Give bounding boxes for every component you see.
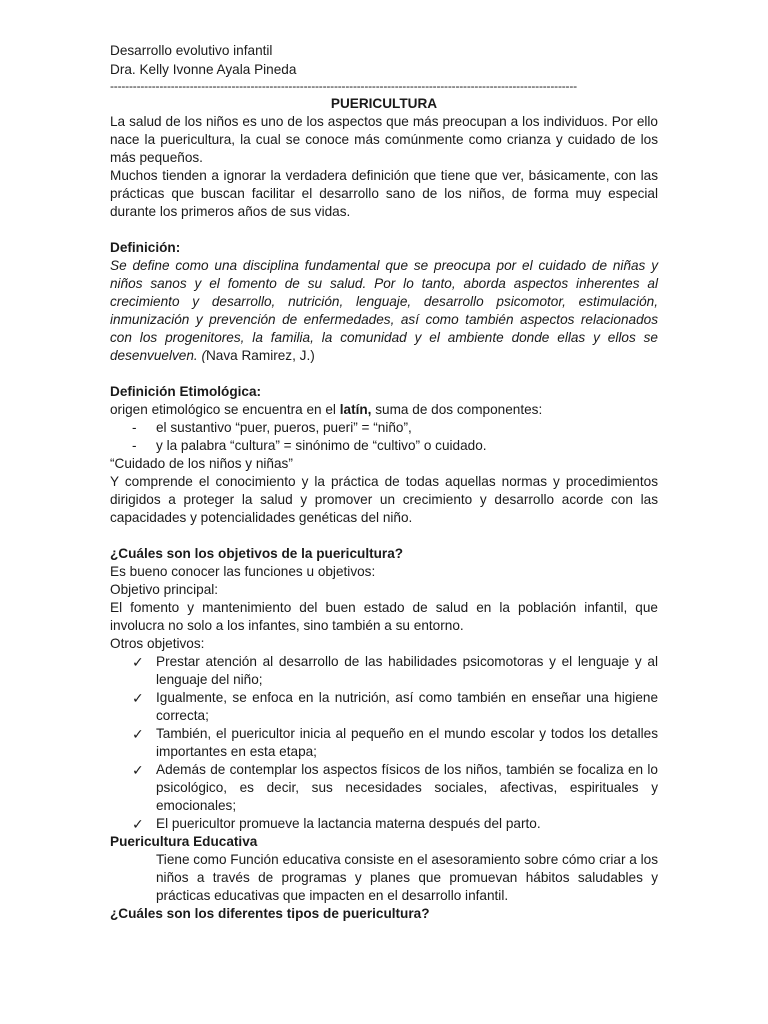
definition-heading: Definición: [110, 240, 181, 255]
list-item-text: Igualmente, se enfoca en la nutrición, así como también en enseñar una higiene correcta; [156, 690, 658, 723]
list-item-text: También, el puericultor inicia al pequeño en el mundo escolar y todos los detalles importantes en esta etapa; [156, 726, 658, 759]
objectives-heading: ¿Cuáles son los objetivos de la puericultura? [110, 546, 404, 561]
checkmark-icon: ✓ [132, 816, 144, 832]
main-objective-label: Objetivo principal: [110, 582, 219, 597]
etymology-intro-bold: latín, [339, 402, 372, 417]
spacer [110, 365, 658, 383]
objectives-list [110, 653, 658, 833]
checkmark-icon: ✓ [132, 726, 144, 742]
list-item-text: el sustantivo “puer, pueros, pueri” = “niño”, [156, 420, 412, 435]
etymology-intro-start: origen etimológico se encuentra en el [110, 402, 340, 417]
document-title: PUERICULTURA [330, 96, 438, 111]
list-item [132, 761, 658, 815]
list-item-text: Además de contemplar los aspectos físicos de los niños, también se focaliza en lo psicológico, es decir, sus necesidades sociales, afectivas, espirituales y emocionales; [156, 762, 658, 813]
etymology-quote: “Cuidado de los niños y niñas” [110, 456, 293, 471]
intro-paragraph-1: La salud de los niños es uno de los aspectos que más preocupan a los individuos. Por ello nace la puericultura, la cual se conoce más comúnmente como crianza y cuidado de los más pequeños. [110, 114, 658, 165]
list-item [132, 689, 658, 725]
intro-paragraph-2: Muchos tienden a ignorar la verdadera definición que tiene que ver, básicamente, con las prácticas que buscan facilitar el desarrollo sano de los niños, de forma muy especial durante los primeros años de sus vidas. [110, 168, 658, 219]
etymology-intro-end: suma de dos componentes: [371, 402, 543, 417]
checkmark-icon: ✓ [132, 762, 144, 778]
dash-bullet: - [132, 420, 137, 435]
checkmark-icon: ✓ [132, 654, 144, 670]
etymology-intro [110, 401, 658, 419]
course-name: Desarrollo evolutivo infantil [110, 43, 273, 58]
separator-line: --------------------------------------------------------------------------------------------------------------------------- [110, 79, 577, 93]
educational-paragraph: Tiene como Función educativa consiste en el asesoramiento sobre cómo criar a los niños a través de programas y planes que promuevan hábitos saludables y prácticas educativas que impacten en el desarrollo infantil. [156, 852, 658, 903]
spacer [110, 221, 658, 239]
definition-paragraph [110, 257, 658, 365]
definition-citation: Nava Ramirez, J.) [205, 348, 315, 363]
spacer [110, 527, 658, 545]
educational-heading: Puericultura Educativa [110, 834, 258, 849]
dash-bullet: - [132, 438, 137, 453]
other-objectives-label: Otros objetivos: [110, 636, 205, 651]
list-item [132, 437, 658, 455]
list-item-text: y la palabra “cultura” = sinónimo de “cultivo” o cuidado. [156, 438, 487, 453]
list-item [132, 725, 658, 761]
list-item [132, 419, 658, 437]
list-item [132, 653, 658, 689]
author-name: Dra. Kelly Ivonne Ayala Pineda [110, 61, 297, 77]
etymology-paragraph: Y comprende el conocimiento y la práctica de todas aquellas normas y procedimientos dirigidos a proteger la salud y promover un crecimiento y desarrollo acorde con las capacidades y potencialidades genéticas del niño. [110, 474, 658, 525]
checkmark-icon: ✓ [132, 690, 144, 706]
objectives-intro: Es bueno conocer las funciones u objetivos: [110, 564, 376, 579]
etymology-heading: Definición Etimológica: [110, 384, 262, 399]
main-objective-text: El fomento y mantenimiento del buen estado de salud en la población infantil, que involucra no solo a los infantes, sino también a su entorno. [110, 600, 658, 633]
etymology-list [110, 419, 658, 455]
list-item-text: Prestar atención al desarrollo de las habilidades psicomotoras y el lenguaje y al lenguaje del niño; [156, 654, 658, 687]
list-item [132, 815, 658, 833]
list-item-text: El puericultor promueve la lactancia materna después del parto. [156, 816, 541, 831]
definition-text: Se define como una disciplina fundamental que se preocupa por el cuidado de niñas y niños sanos y el fomento de su salud. Por lo tanto, aborda aspectos inherentes al crecimiento y desarrollo, nutrición, lenguaje, desarrollo psicomotor, estimulación, inmunización y prevención de enfermedades, así como también aspectos relacionados con los progenitores, la familia, la comunidad y el ambiente donde ellas y ellos se desenvuelven. ( [110, 258, 658, 363]
types-heading: ¿Cuáles son los diferentes tipos de puericultura? [110, 906, 430, 921]
